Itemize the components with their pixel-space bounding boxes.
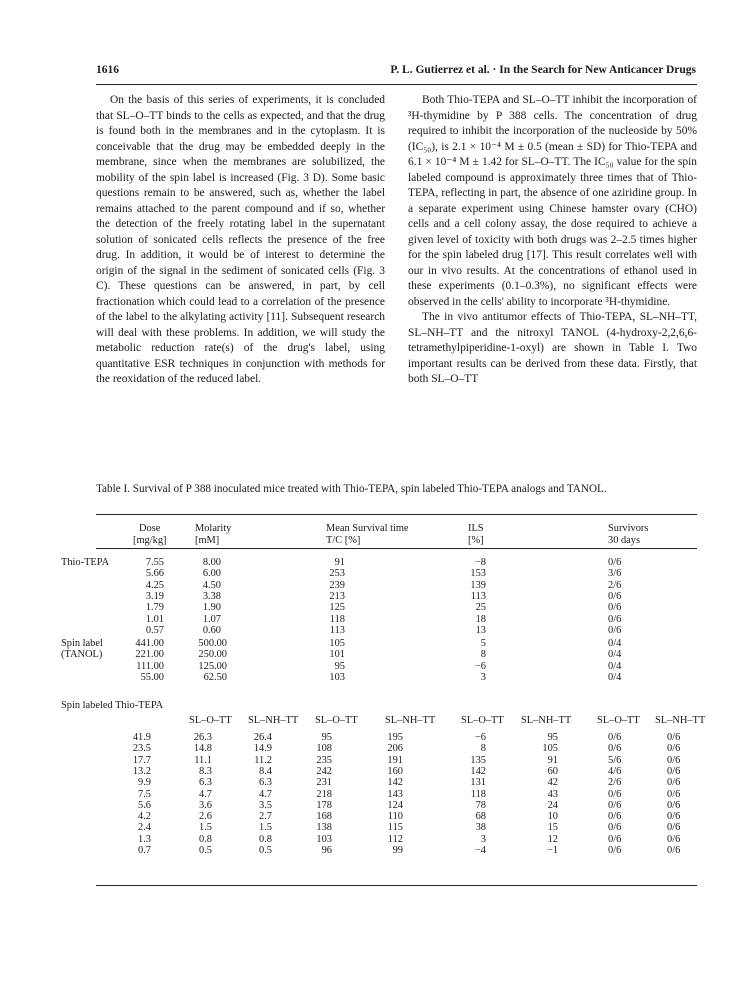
- dose-value: 1.01: [145, 613, 164, 625]
- table-cell: 142: [387, 777, 403, 789]
- molarity-value: 0.60: [202, 624, 221, 636]
- column-subheader: SL–NH–TT: [655, 715, 706, 726]
- column-subheader: SL–O–TT: [315, 715, 358, 726]
- survivors-value: 0/6: [608, 602, 622, 614]
- survivors-value: 0/6: [608, 613, 622, 625]
- table-cell: 78: [475, 799, 486, 811]
- table-cell: 191: [387, 754, 403, 766]
- tc-value: 101: [329, 649, 345, 661]
- dose-value: 441.00: [135, 638, 164, 649]
- table-cell: 14.8: [193, 743, 212, 755]
- table-cell: 3.5: [259, 799, 272, 811]
- table-cell: 0/6: [667, 765, 681, 777]
- table-cell: 0/6: [667, 833, 681, 845]
- ils-value: 3: [480, 671, 486, 683]
- column-subheader: SL–O–TT: [189, 715, 232, 726]
- table-cell: 60: [547, 765, 558, 777]
- tc-value: 91: [334, 557, 345, 568]
- molarity-value: 1.07: [202, 613, 221, 625]
- table-cell: 11.2: [254, 754, 272, 766]
- table-cell: −6: [474, 732, 486, 743]
- survivors-value: 3/6: [608, 568, 622, 580]
- table-cell: 0/6: [608, 845, 622, 856]
- tc-value: 125: [329, 602, 345, 614]
- molarity-value: 62.50: [203, 671, 227, 683]
- table-cell: 26.3: [193, 732, 212, 743]
- ils-value: 18: [475, 613, 486, 625]
- column-subheader: SL–NH–TT: [248, 715, 299, 726]
- table-cell: 17.7: [132, 754, 151, 766]
- table-cell: 95: [547, 732, 558, 743]
- table-cell: −4: [474, 845, 486, 856]
- table-top-rule: [96, 514, 697, 515]
- table-cell: 2/6: [608, 777, 622, 789]
- dose-value: 55.00: [140, 671, 164, 683]
- column-header: Dose: [139, 523, 161, 534]
- tc-value: 253: [329, 568, 345, 580]
- tc-value: 118: [329, 613, 345, 625]
- table-cell: 43: [547, 788, 558, 800]
- ils-value: 139: [470, 579, 486, 591]
- table-bottom-rule: [96, 885, 697, 886]
- table-cell: 1.5: [259, 822, 272, 834]
- table-cell: 23.5: [132, 743, 151, 755]
- table-cell: 95: [321, 732, 332, 743]
- column-subheader: SL–NH–TT: [521, 715, 572, 726]
- table-cell: 103: [316, 833, 332, 845]
- table-cell: 168: [316, 811, 332, 823]
- left-column: [96, 93, 385, 388]
- table-cell: 195: [387, 732, 403, 743]
- running-title: P. L. Gutierrez et al. · In the Search for New Anticancer Drugs: [390, 64, 696, 76]
- table-cell: 5.6: [138, 799, 151, 811]
- header-rule: [96, 84, 697, 85]
- table-cell: 4.7: [259, 788, 272, 800]
- table-cell: 178: [316, 799, 332, 811]
- molarity-value: 1.90: [202, 602, 221, 614]
- molarity-value: 6.00: [202, 568, 221, 580]
- table-cell: 0/6: [667, 732, 681, 743]
- ils-value: 25: [475, 602, 486, 614]
- table-cell: 15: [547, 822, 558, 834]
- table-cell: 124: [387, 799, 403, 811]
- table-cell: 0/6: [608, 822, 622, 834]
- table-cell: 160: [387, 765, 403, 777]
- dose-value: 5.66: [145, 568, 164, 580]
- table-caption: Table I. Survival of P 388 inoculated mice treated with Thio-TEPA, spin labeled Thio-TEPA analogs and TANOL.: [96, 483, 607, 495]
- table-cell: 0/6: [667, 845, 681, 856]
- column-header: 30 days: [608, 535, 641, 546]
- column-subheader: SL–O–TT: [597, 715, 640, 726]
- ils-value: 5: [480, 638, 486, 649]
- table-cell: 0/6: [608, 743, 622, 755]
- table-cell: 68: [475, 811, 486, 823]
- table-cell: 0/6: [667, 811, 681, 823]
- table-header-rule: [96, 548, 697, 549]
- molarity-value: 125.00: [198, 660, 227, 672]
- dose-value: 4.25: [145, 579, 164, 591]
- table-cell: 11.1: [194, 754, 212, 766]
- table-cell: 131: [470, 777, 486, 789]
- survivors-value: 0/6: [608, 624, 622, 636]
- molarity-value: 3.38: [202, 590, 221, 602]
- table-cell: 13.2: [132, 765, 151, 777]
- survivors-value: 2/6: [608, 579, 622, 591]
- section-label: Spin labeled Thio-TEPA: [61, 700, 164, 711]
- table-cell: 24: [547, 799, 558, 811]
- column-header: Mean Survival time: [326, 523, 409, 534]
- table-cell: 6.3: [259, 777, 272, 789]
- table-cell: 0/6: [667, 822, 681, 834]
- table-cell: 8.3: [199, 765, 212, 777]
- molarity-value: 250.00: [198, 649, 227, 661]
- table-cell: 0/6: [667, 743, 681, 755]
- table-cell: 0/6: [667, 799, 681, 811]
- table-cell: 218: [316, 788, 332, 800]
- table-cell: 206: [387, 743, 403, 755]
- table-cell: 6.3: [199, 777, 212, 789]
- table-cell: 8: [480, 743, 486, 755]
- table-cell: 10: [547, 811, 558, 823]
- column-header: [%]: [468, 535, 484, 546]
- table-cell: 8.4: [259, 765, 272, 777]
- dose-value: 221.00: [135, 649, 164, 661]
- table-cell: 12: [547, 833, 558, 845]
- right-column: [408, 93, 697, 388]
- molarity-value: 8.00: [202, 557, 221, 568]
- survivors-value: 0/6: [608, 557, 622, 568]
- table-cell: 143: [387, 788, 403, 800]
- survivors-value: 0/6: [608, 590, 622, 602]
- table-cell: 242: [316, 765, 332, 777]
- table-cell: 142: [470, 765, 486, 777]
- table-cell: 112: [387, 833, 403, 845]
- table-cell: 5/6: [608, 754, 622, 766]
- paragraph: Both Thio-TEPA and SL–O–TT inhibit the incorporation of ³H-thymidine by P 388 cells. The concentration of drug required to inhibit the incorporation of the nucleoside by 50% (IC₅₀), is 2.1 × 10⁻⁴ M ± 0.5 (mean ± SD) for Thio-TEPA and 6.1 × 10⁻⁴ M ± 1.42 for SL–O–TT. The IC₅₀ value for the spin labeled compound is approximately three times that of Thio-TEPA, reflecting in part, the absence of one aziridine group. In a separate experiment using Chinese hamster ovary (CHO) cells and a cell colony assay, the dose required to achieve a given level of toxicity with both drugs was 2–2.5 times higher for the spin labeled drug [17]. This result correlates well with our in vivo results. At the concentrations of ethanol used in these experiments (0.1–0.3%), no significant effects were observed in the cells' ability to incorporate ³H-thymidine.: [408, 94, 697, 308]
- section-label: (TANOL): [61, 649, 103, 660]
- section-label: Spin label: [61, 638, 103, 649]
- column-header: [mg/kg]: [133, 535, 167, 546]
- ils-value: 13: [475, 624, 486, 636]
- table-cell: 7.5: [138, 788, 151, 800]
- dose-value: 1.79: [145, 602, 164, 614]
- table-cell: 2.7: [259, 811, 272, 823]
- table-cell: 4/6: [608, 765, 622, 777]
- column-header: Molarity: [195, 523, 232, 534]
- table-cell: 2.4: [138, 822, 151, 834]
- table-cell: 115: [387, 822, 403, 834]
- table-cell: 96: [321, 845, 332, 856]
- ils-value: −8: [474, 557, 486, 568]
- table-cell: 38: [475, 822, 486, 834]
- table-cell: 4.2: [138, 811, 151, 823]
- table-cell: 0.5: [199, 845, 212, 856]
- table-cell: 1.3: [138, 833, 151, 845]
- table-cell: 105: [542, 743, 558, 755]
- table-cell: 0.8: [259, 833, 272, 845]
- ils-value: −6: [474, 660, 486, 672]
- column-header: ILS: [468, 523, 484, 534]
- table-cell: 231: [316, 777, 332, 789]
- table-cell: 0/6: [667, 788, 681, 800]
- table-cell: 0/6: [608, 732, 622, 743]
- survivors-value: 0/4: [608, 638, 622, 649]
- dose-value: 3.19: [145, 590, 164, 602]
- tc-value: 105: [329, 638, 345, 649]
- table-cell: −1: [546, 845, 558, 856]
- ils-value: 113: [470, 590, 486, 602]
- table-cell: 0.8: [199, 833, 212, 845]
- molarity-value: 4.50: [202, 579, 221, 591]
- paragraph: On the basis of this series of experiments, it is concluded that SL–O–TT binds to the cells as expected, and that the drug is found both in the membranes and in the cytoplasm. It is conceivable that the drug may be embedded deeply in the membrane, since when the membranes are solubilized, the mobility of the spin label is increased (Fig. 3 D). Some basic questions remain to be answered, such as, whether the label remains attached to the parent compound and if so, whether the detection of the freely rotating label in the supernatant solution of sonicated cells reflects the presence of the free drug. In addition, it would be of interest to determine the origin of the signal in the sediment of sonicated cells (Fig. 3 C). These questions can be answered, in part, by cell fractionation which could lead to a correlation of the presence of the label to the alkylating activity [11]. Subsequent research will deal with these problems. In addition, we will study the metabolic reduction rate(s) of the drug's label, using quantitative ESR techniques in conjunction with methods for the reoxidation of the reduced label.: [96, 94, 385, 385]
- table-cell: 0/6: [608, 811, 622, 823]
- ils-value: 8: [480, 649, 486, 661]
- column-header: Survivors: [608, 523, 649, 534]
- table-cell: 0/6: [667, 777, 681, 789]
- table-cell: 3.6: [199, 799, 212, 811]
- table-cell: 91: [547, 754, 558, 766]
- ils-value: 153: [470, 568, 486, 580]
- survivors-value: 0/4: [608, 660, 622, 672]
- table-cell: 235: [316, 754, 332, 766]
- table-cell: 0/6: [608, 833, 622, 845]
- tc-value: 213: [329, 590, 345, 602]
- table-cell: 0.7: [138, 845, 151, 856]
- dose-value: 0.57: [145, 624, 164, 636]
- tc-value: 95: [334, 660, 345, 672]
- table-cell: 1.5: [199, 822, 212, 834]
- dose-value: 111.00: [136, 660, 164, 672]
- table-cell: 2.6: [199, 811, 212, 823]
- page-number: 1616: [96, 64, 119, 76]
- column-header: T/C [%]: [326, 535, 361, 546]
- survivors-value: 0/4: [608, 649, 622, 661]
- running-header: [96, 64, 696, 80]
- table-cell: 118: [470, 788, 486, 800]
- table-cell: 138: [316, 822, 332, 834]
- table-cell: 42: [547, 777, 558, 789]
- table-cell: 0/6: [608, 788, 622, 800]
- table-cell: 0.5: [259, 845, 272, 856]
- table-cell: 0/6: [608, 799, 622, 811]
- table-cell: 3: [480, 833, 486, 845]
- table-cell: 110: [387, 811, 403, 823]
- tc-value: 103: [329, 671, 345, 683]
- table-cell: 99: [392, 845, 403, 856]
- paragraph: The in vivo antitumor effects of Thio-TEPA, SL–NH–TT, SL–NH–TT and the nitroxyl TANOL (4-hydroxy-2,2,6,6-tetramethylpiperidine-1-oxyl) are shown in Table I. Two important results can be derived from these data. Firstly, that both SL–O–TT: [408, 311, 697, 385]
- column-header: [mM]: [195, 535, 220, 546]
- table-cell: 4.7: [199, 788, 212, 800]
- tc-value: 239: [329, 579, 345, 591]
- table-cell: 135: [470, 754, 486, 766]
- table-cell: 41.9: [132, 732, 151, 743]
- table-cell: 9.9: [138, 777, 151, 789]
- table-cell: 0/6: [667, 754, 681, 766]
- table-cell: 14.9: [253, 743, 272, 755]
- column-subheader: SL–O–TT: [461, 715, 504, 726]
- dose-value: 7.55: [145, 557, 164, 568]
- table-cell: 108: [316, 743, 332, 755]
- molarity-value: 500.00: [198, 638, 227, 649]
- column-subheader: SL–NH–TT: [385, 715, 436, 726]
- tc-value: 113: [329, 624, 345, 636]
- table-cell: 26.4: [253, 732, 272, 743]
- survivors-value: 0/4: [608, 671, 622, 683]
- section-label: Thio-TEPA: [61, 557, 110, 568]
